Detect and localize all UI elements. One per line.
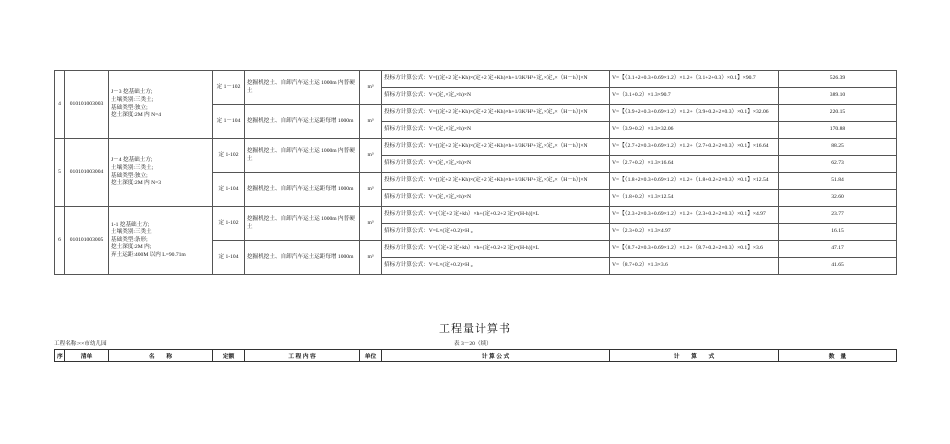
row-name: [109, 71, 213, 139]
header-cell: 工 程 内 容: [245, 350, 360, 362]
row-formula: 投标方计算公式：V=[（定+2 定+kh）×h+(定+0.2+2 定)×(H-h)]×L: [382, 207, 610, 224]
row-calc: V=（2.7+0.2）×1.3×16.64: [610, 156, 779, 173]
row-quantity: 51.84: [779, 173, 897, 190]
table-number: 表 3－20（续）: [454, 341, 492, 347]
row-unit: m³: [360, 139, 382, 173]
row-name-line: 1-1 挖基础土方;: [111, 221, 150, 228]
row-unit: m³: [360, 173, 382, 207]
row-quota: 定 1-104: [213, 241, 245, 275]
row-formula: 招标方计算公式：V=L×(定+0.2)×H ₀: [382, 258, 610, 275]
row-formula: 招标方计算公式：V=(定₁×定₂×h)×N: [382, 156, 610, 173]
row-name-line: 挖土深度:2M 内 N=3: [111, 180, 162, 187]
row-quantity: 62.73: [779, 156, 897, 173]
header-cell: 计 算 式: [610, 350, 779, 362]
row-formula: 招标方计算公式：V=(定₁×定₂×h)×N: [382, 190, 610, 207]
row-unit: m³: [360, 207, 382, 241]
row-content: 挖掘机挖土、自卸汽车运土运 1000m 内普硬土: [245, 207, 360, 241]
row-seq: 5: [55, 139, 65, 207]
row-quantity: 88.25: [779, 139, 897, 156]
row-name-line: 弃土运距:400M 以内 L=90.71m: [111, 251, 186, 258]
row-quantity: 23.77: [779, 207, 897, 224]
row-quota: 定 1-102: [213, 207, 245, 241]
table-row: [55, 139, 897, 156]
header-table: [54, 349, 897, 362]
row-formula: 投标方计算公式：V=[(定+2 定+Kh)×(定+2 定+Kh)×h+1/3K²H³+定₁×定₂×（H－h）]×N: [382, 71, 610, 88]
header-cell: 计 算 公 式: [382, 350, 610, 362]
row-content: 挖掘机挖土、自卸汽车运土运 1000m 内普硬土: [245, 71, 360, 105]
row-calc: V=【（8.7+2×0.3+0.69×1.2）×1.2+（8.7+0.2+2×0.3）×0.1】×3.6: [610, 241, 779, 258]
row-formula: 投标方计算公式：V=[(定+2 定+Kh)×(定+2 定+Kh)×h+1/3K²H³+定₁×定₂×（H－h）]×N: [382, 139, 610, 156]
project-name: 工程名称:××市幼儿园: [54, 341, 107, 347]
row-calc: V=（2.3+0.2）×1.3×4.97: [610, 224, 779, 241]
row-calc: V=（3.1+0.2）×1.3×90.7: [610, 88, 779, 105]
row-content: 挖掘机挖土、自卸汽车运土运 1000m 内普硬土: [245, 139, 360, 173]
table-row: [55, 207, 897, 224]
calculation-table: [54, 70, 896, 275]
row-quantity: 32.60: [779, 190, 897, 207]
header-cell: 名 称: [109, 350, 213, 362]
header-cell: 序: [55, 350, 65, 362]
row-quantity: 220.15: [779, 105, 897, 122]
row-name-line: J－4 挖基础土方;: [111, 157, 153, 164]
row-content: 挖掘机挖土、自卸汽车运土运距每增 1000m: [245, 173, 360, 207]
row-code: 010101003003: [65, 71, 109, 139]
row-formula: 投标方计算公式：V=[(定+2 定+Kh)×(定+2 定+Kh)×h+1/3K²H³+定₁×定₂×（H－h）]×N: [382, 105, 610, 122]
header-cell: 定额: [213, 350, 245, 362]
row-unit: m³: [360, 71, 382, 105]
row-seq: 6: [55, 207, 65, 275]
quantity-table: [54, 70, 897, 275]
row-quota: 定 1-104: [213, 173, 245, 207]
row-calc: V=【（2.7+2×0.3+0.69×1.2）×1.2+（2.7+0.2+2×0.3）×0.1】×16.64: [610, 139, 779, 156]
row-quantity: 526.39: [779, 71, 897, 88]
row-calc: V=【（3.1+2+0.3+0.69×1.2）×1.2+（3.1+2+0.3）×0.1】×90.7: [610, 71, 779, 88]
header-cell: 单位: [360, 350, 382, 362]
row-content: 挖掘机挖土、自卸汽车运土运距每增 1000m: [245, 241, 360, 275]
row-seq: 4: [55, 71, 65, 139]
row-quantity: 170.88: [779, 122, 897, 139]
row-quantity: 16.15: [779, 224, 897, 241]
row-calc: V=（8.7+0.2）×1.3×3.6: [610, 258, 779, 275]
table-row: [55, 71, 897, 88]
row-name-line: 土壤类别:三类土: [111, 229, 152, 236]
row-code: 010101003004: [65, 139, 109, 207]
row-name: [109, 207, 213, 275]
row-name-line: 挖土深度:2M 内 N=4: [111, 112, 162, 119]
row-formula: 招标方计算公式：V=(定₁×定₂×h)×N: [382, 122, 610, 139]
row-unit: m³: [360, 241, 382, 275]
header-cell: 数 量: [779, 350, 897, 362]
row-formula: 投标方计算公式：V=[(定+2 定+Kh)×(定+2 定+Kh)×h+1/3K²H³+定₁×定₂×（H－h）]×N: [382, 173, 610, 190]
row-name: [109, 139, 213, 207]
row-name-line: J－3 挖基础土方;: [111, 89, 153, 96]
row-calc: V=（3.9+0.2）×1.3×32.06: [610, 122, 779, 139]
row-name-line: 基础类型:独立;: [111, 104, 148, 111]
row-quantity: 47.17: [779, 241, 897, 258]
row-calc: V=【（3.9+2+0.3+0.69×1.2）×1.2+（3.9+0.2+2×0.3）×0.1】×32.06: [610, 105, 779, 122]
header-cell: 清单: [65, 350, 109, 362]
row-unit: m³: [360, 105, 382, 139]
row-code: 010101003005: [65, 207, 109, 275]
row-calc: V=【（2.3+2×0.3+0.69×1.2）×1.2+（2.3+0.2+2×0.3）×0.1】×4.97: [610, 207, 779, 224]
row-calc: V=【（1.8+2×0.3+0.69×1.2）×1.2+（1.8+0.2+2×0.3）×0.1】×12.54: [610, 173, 779, 190]
row-content: 挖掘机挖土、自卸汽车运土运距每增 1000m: [245, 105, 360, 139]
row-quota: 定 1－102: [213, 71, 245, 105]
document-title: 工程量计算书: [439, 323, 511, 335]
row-formula: 招标方计算公式：V=(定₁×定₂×h)×N: [382, 88, 610, 105]
row-formula: 招标方计算公式：V=L×(定+0.2)×H ₀: [382, 224, 610, 241]
row-name-line: 基础类型:独立;: [111, 172, 148, 179]
row-name-line: 挖土深度:2M 内;: [111, 244, 152, 251]
row-formula: 投标方计算公式：V=[（定+2 定+kh）×h+(定+0.2+2 定)×(H-h)]×L: [382, 241, 610, 258]
row-quantity: 389.10: [779, 88, 897, 105]
row-name-line: 土壤类别:三类土;: [111, 164, 154, 171]
row-quantity: 41.65: [779, 258, 897, 275]
row-name-line: 基础类型:条形;: [111, 236, 148, 243]
row-name-line: 土壤类别:三类土;: [111, 96, 154, 103]
row-calc: V=（1.8+0.2）×1.3×12.54: [610, 190, 779, 207]
row-quota: 定 1－104: [213, 105, 245, 139]
row-quota: 定 1-102: [213, 139, 245, 173]
